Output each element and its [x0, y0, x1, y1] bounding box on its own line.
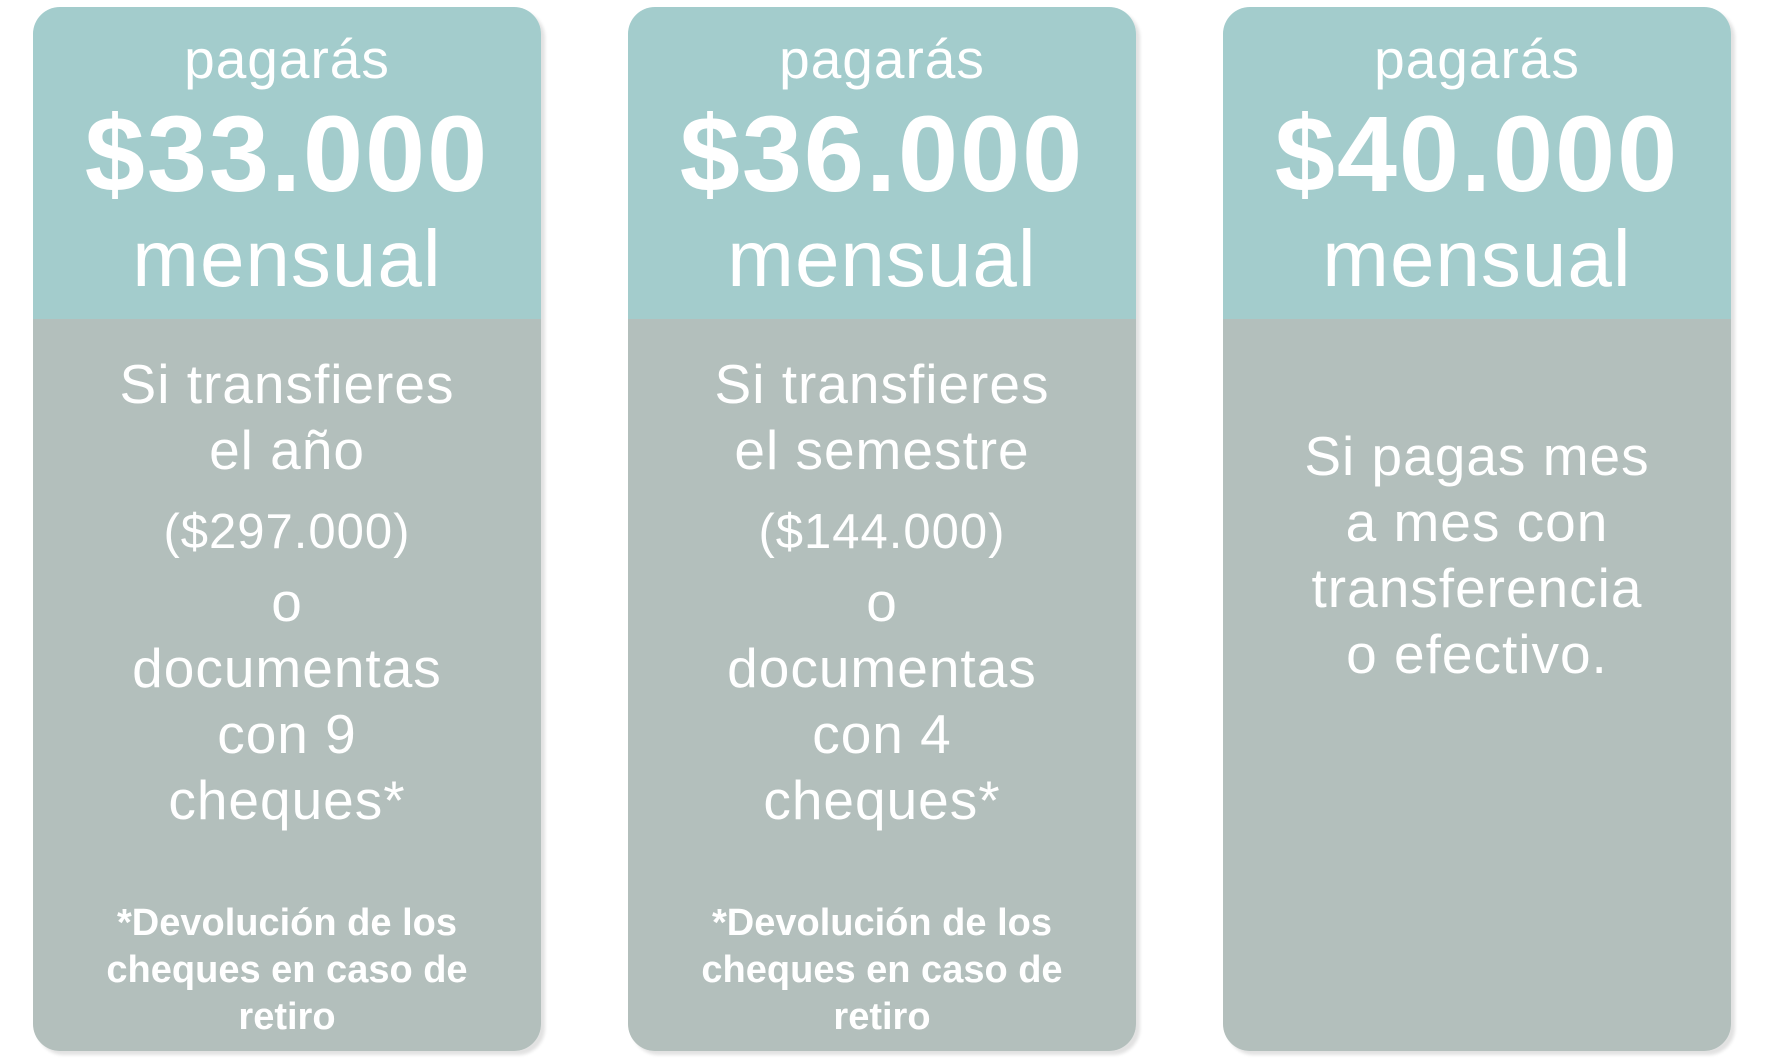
lump-sum-amount: ($297.000): [163, 505, 411, 559]
description-line: con 4: [812, 703, 952, 765]
cheque-return-footnote: [648, 900, 1116, 1041]
card-description: [1243, 351, 1711, 687]
card-description: [648, 351, 1116, 833]
card-header: [1223, 7, 1731, 319]
footnote-line: cheques en caso de: [106, 949, 468, 991]
description-line: Si transfieres: [714, 353, 1050, 415]
footnote-line: retiro: [238, 996, 336, 1038]
description-line: transferencia: [1311, 557, 1643, 619]
price-period: mensual: [132, 214, 442, 303]
price-amount: $33.000: [84, 93, 490, 214]
price-eyebrow: pagarás: [779, 28, 985, 90]
price-amount: $36.000: [679, 93, 1085, 214]
pricing-card-annual: [33, 7, 541, 1051]
pricing-card-semester: [628, 7, 1136, 1051]
lump-sum-amount: ($144.000): [758, 505, 1006, 559]
footnote-line: *Devolución de los: [712, 902, 1052, 944]
footnote-line: cheques en caso de: [701, 949, 1063, 991]
description-line: con 9: [217, 703, 357, 765]
card-body: [628, 319, 1136, 1051]
description-line: cheques*: [168, 769, 406, 831]
card-body: [33, 319, 541, 1051]
description-line: o efectivo.: [1346, 623, 1608, 685]
footnote-line: retiro: [833, 996, 931, 1038]
description-line: o: [271, 571, 303, 633]
description-line: documentas: [727, 637, 1037, 699]
card-description: [53, 351, 521, 833]
footnote-line: *Devolución de los: [117, 902, 457, 944]
price-amount: $40.000: [1274, 93, 1680, 214]
description-line: el semestre: [734, 419, 1030, 481]
price-period: mensual: [1322, 214, 1632, 303]
description-line: o: [866, 571, 898, 633]
description-line: cheques*: [763, 769, 1001, 831]
pricing-card-monthly: [1223, 7, 1731, 1051]
card-body: [1223, 319, 1731, 1051]
cheque-return-footnote: [53, 900, 521, 1041]
description-line: documentas: [132, 637, 442, 699]
card-header: [33, 7, 541, 319]
description-line: Si transfieres: [119, 353, 455, 415]
description-line: el año: [209, 419, 365, 481]
card-header: [628, 7, 1136, 319]
price-period: mensual: [727, 214, 1037, 303]
description-line: a mes con: [1345, 491, 1609, 553]
price-eyebrow: pagarás: [184, 28, 390, 90]
price-eyebrow: pagarás: [1374, 28, 1580, 90]
description-line: Si pagas mes: [1304, 425, 1650, 487]
